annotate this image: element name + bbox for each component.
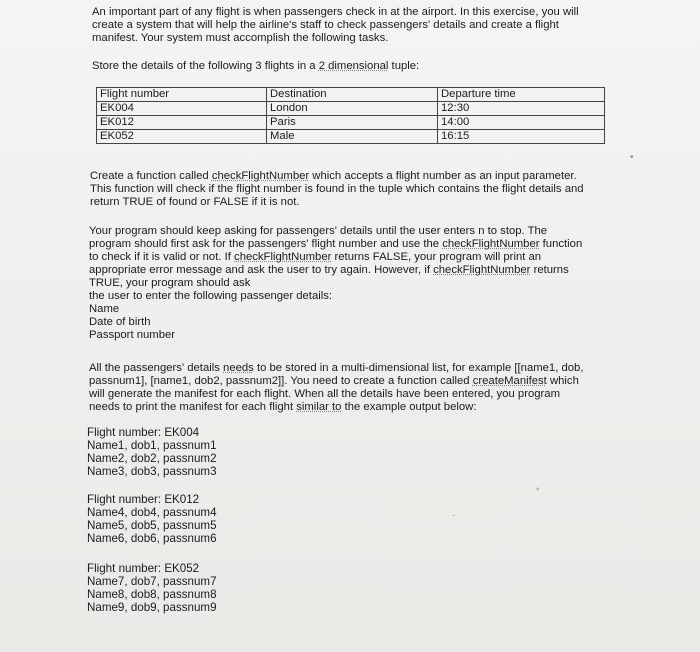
function-name: checkFlightNumber [442, 238, 540, 250]
text-run: which [546, 375, 579, 387]
table-cell: 16:15 [438, 130, 605, 144]
detail-item: Passport number [89, 329, 176, 341]
stray-mark-icon: • [630, 152, 634, 163]
store-prefix: Store the details of the following 3 flights in a [92, 60, 319, 72]
text-run: to be stored in a multi-dimensional list, for example [[name1, dob, [253, 362, 584, 374]
output-line: Name7, dob7, passnum7 [87, 575, 217, 588]
text-line: will generate the manifest for each flight. When all the details have been entered, you program [89, 388, 560, 400]
header-cell: Departure time [438, 88, 605, 102]
output-line: Name6, dob6, passnum6 [87, 532, 217, 545]
stray-mark-icon: ⁺ [535, 486, 541, 497]
text-run: appropriate error message and ask the user to try again. However, if [89, 264, 434, 276]
text-run: to check if it is valid or not. If [89, 251, 235, 263]
text-run: returns [530, 264, 569, 276]
program-paragraph [89, 225, 582, 342]
output-line: Name2, dob2, passnum2 [87, 452, 217, 465]
example-output-ek012 [87, 493, 217, 545]
text-run: which accepts a flight number as an input parameter. [309, 170, 577, 182]
text-run: function [539, 238, 583, 250]
table-header-row [97, 88, 605, 102]
intro-line: create a system that will help the airline's staff to check passengers' details and create a flight [92, 19, 559, 31]
table-row [97, 116, 605, 130]
output-line: Name9, dob9, passnum9 [87, 601, 217, 614]
text-run: needs to print the manifest for each flight [89, 401, 297, 413]
flights-table [96, 87, 605, 144]
output-flight-header: Flight number: EK052 [87, 562, 200, 575]
function-name: checkFlightNumber [234, 251, 332, 263]
table-row [97, 130, 605, 144]
table-cell: EK012 [97, 116, 267, 130]
intro-line: An important part of any flight is when passengers check in at the airport. In this exercise, you will [92, 6, 579, 18]
intro-paragraph [92, 6, 579, 45]
output-line: Name4, dob4, passnum4 [87, 506, 217, 519]
text-run: program should first ask for the passengers' flight number and use the [89, 238, 443, 250]
stray-mark-icon: · [452, 510, 456, 521]
underlined-word: similar to [296, 401, 342, 413]
header-cell: Flight number [97, 88, 267, 102]
table-cell: Paris [267, 116, 438, 130]
table-cell: London [267, 102, 438, 116]
text-run: the example output below: [341, 401, 477, 413]
text-line: the user to enter the following passenger details: [89, 290, 333, 302]
example-output-ek004 [87, 426, 217, 478]
text-line: This function will check if the flight number is found in the tuple which contains the flight details and [90, 183, 584, 195]
function-name: createManifest [472, 375, 547, 387]
function-paragraph [90, 170, 584, 209]
output-line: Name3, dob3, passnum3 [87, 465, 217, 478]
function-name: checkFlightNumber [433, 264, 531, 276]
output-line: Name5, dob5, passnum5 [87, 519, 217, 532]
detail-item: Name [89, 303, 120, 315]
table-cell: Male [267, 130, 438, 144]
text-line: TRUE, your program should ask [89, 277, 251, 289]
manifest-paragraph [89, 362, 583, 414]
intro-line: manifest. Your system must accomplish the following tasks. [92, 32, 389, 44]
store-instruction [92, 60, 419, 73]
text-run: returns FALSE, your program will print an [331, 251, 542, 263]
table-cell: EK052 [97, 130, 267, 144]
output-line: Name1, dob1, passnum1 [87, 439, 217, 452]
table-cell: 14:00 [438, 116, 605, 130]
text-run: passnum1], [name1, dob2, passnum2]]. You need to create a function called [89, 375, 473, 387]
text-line: return TRUE of found or FALSE if it is not. [90, 196, 300, 208]
example-output-ek052 [87, 562, 217, 614]
output-line: Name8, dob8, passnum8 [87, 588, 217, 601]
two-dimensional-term: 2 dimensional [318, 60, 389, 72]
header-cell: Destination [267, 88, 438, 102]
detail-item: Date of birth [89, 316, 151, 328]
output-flight-header: Flight number: EK012 [87, 493, 200, 506]
table-cell: EK004 [97, 102, 267, 116]
store-suffix: tuple: [388, 60, 420, 72]
text-line: Your program should keep asking for passengers' details until the user enters n to stop. The [89, 225, 548, 237]
underlined-word: needs [223, 362, 254, 374]
function-name: checkFlightNumber [211, 170, 310, 182]
output-flight-header: Flight number: EK004 [87, 426, 200, 439]
table-row [97, 102, 605, 116]
text-run: All the passengers' details [89, 362, 224, 374]
table-cell: 12:30 [438, 102, 605, 116]
text-run: Create a function called [90, 170, 212, 182]
